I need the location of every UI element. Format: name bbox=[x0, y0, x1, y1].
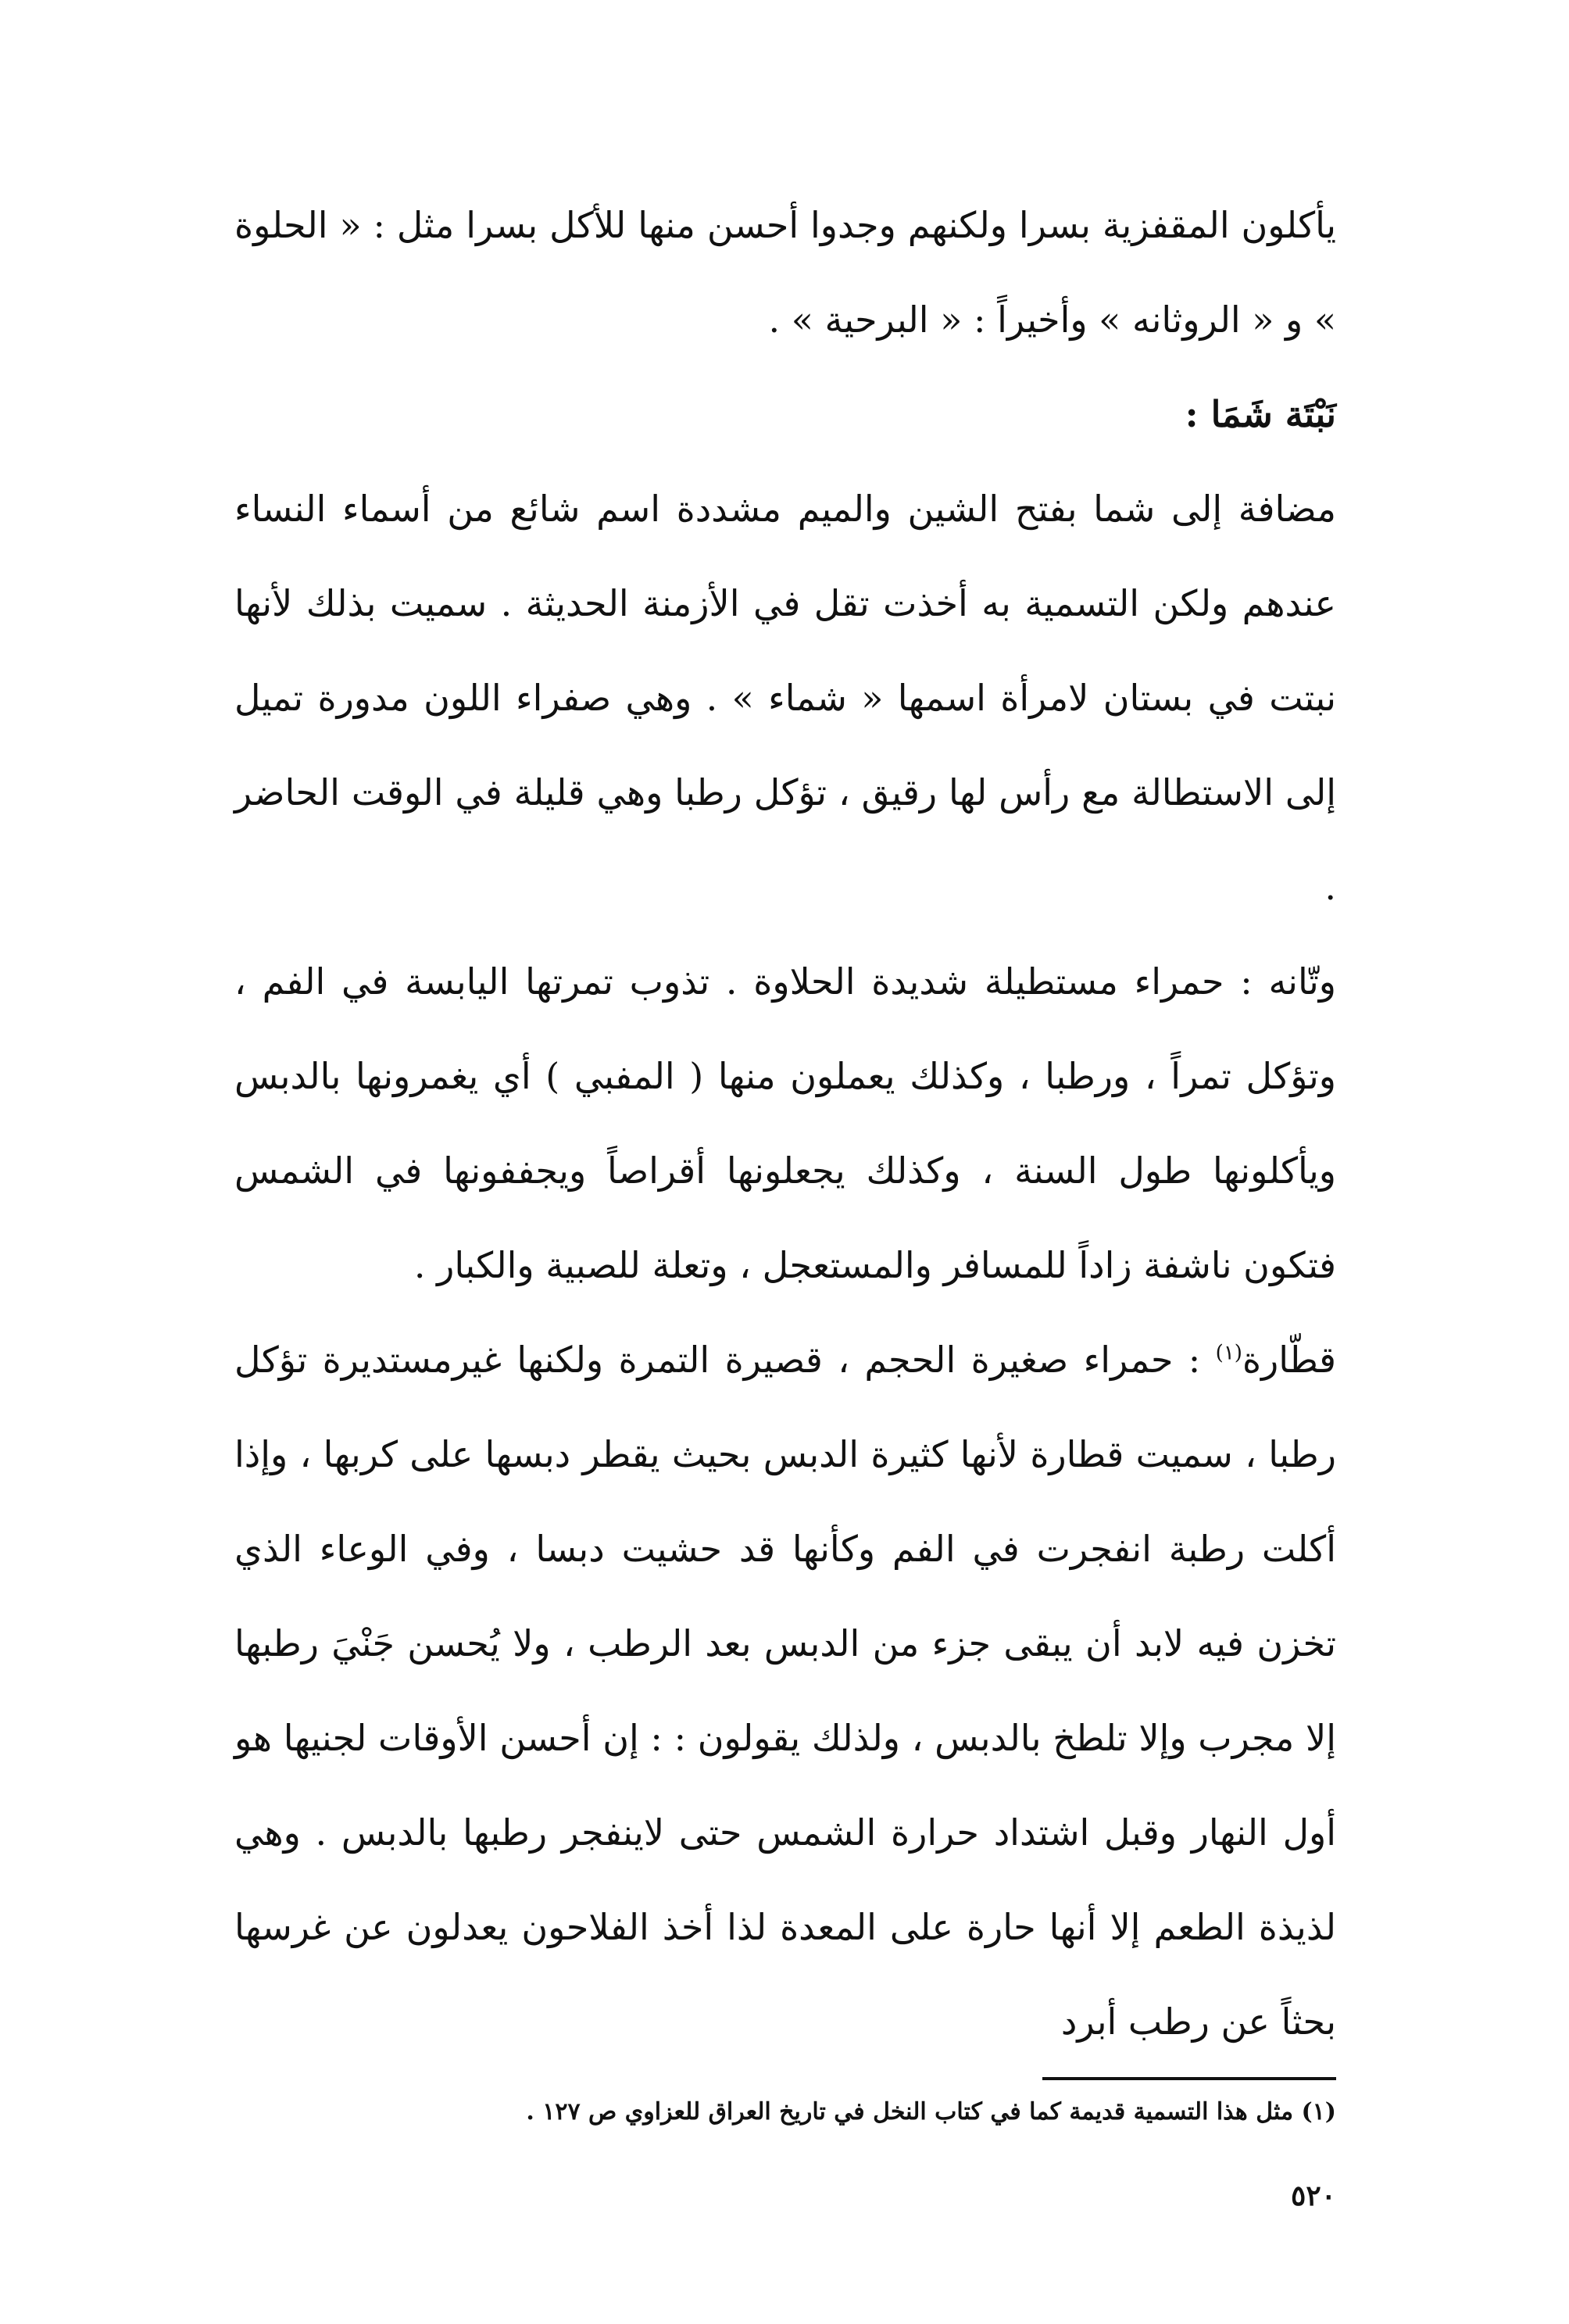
paragraph-wattana: وتّانه : حمراء مستطيلة شديدة الحلاوة . تذوب تمرتها اليابسة في الفم ، وتؤكل تمراً ، ورطبا ، وكذلك يعملون منها ( المفبي ) أي يغمرونها بالدبس ويأكلونها طول السنة ، وكذلك يجعلونها أقراصاً ويجففونها في الشمس فتكون ناشفة زاداً للمسافر والمستعجل ، وتعلة للصبية والكبار . bbox=[234, 960, 1336, 1286]
entry-term-qattara: قطّارة bbox=[1242, 1339, 1336, 1381]
footnote-divider bbox=[1042, 2077, 1336, 2080]
footnote: (١) مثل هذا التسمية قديمة كما في كتاب النخل في تاريخ العراق للعزاوي ص ١٢٧ . bbox=[526, 2098, 1336, 2126]
footnote-reference[interactable]: (١) bbox=[1215, 1341, 1242, 1365]
paragraph-nabtat-shama: مضافة إلى شما بفتح الشين والميم مشددة اسم شائع من أسماء النساء عندهم ولكن التسمية به أخذت تقل في الأزمنة الحديثة . سميت بذلك لأنها نبتت في بستان لامرأة اسمها « شماء » . وهي صفراء اللون مدورة تميل إلى الاستطالة مع رأس لها رقيق ، تؤكل رطبا وهي قليلة في الوقت الحاضر . bbox=[234, 488, 1336, 908]
paragraph-qattara bbox=[234, 1313, 1336, 2069]
entry-text-qattara: : حمراء صغيرة الحجم ، قصيرة التمرة ولكنها غيرمستديرة تؤكل رطبا ، سميت قطارة لأنها كثيرة الدبس بحيث يقطر دبسها على كربها ، وإذا أكلت رطبة انفجرت في الفم وكأنها قد حشيت دبسا ، وفي الوعاء الذي تخزن فيه لابد أن يبقى جزء من الدبس بعد الرطب ، ولا يُحسن جَنْيَ رطبها إلا مجرب وإلا تلطخ بالدبس ، ولذلك يقولون : : إن أحسن الأوقات لجنيها هو أول النهار وقبل اشتداد حرارة الشمس حتى لاينفجر رطبها بالدبس . وهي لذيذة الطعم إلا أنها حارة على المعدة لذا أخذ الفلاحون يعدلون عن غرسها بحثاً عن رطب أبرد bbox=[234, 1339, 1336, 2043]
section-heading-nabtat-shama: نَبْتَة شَمَا : bbox=[1185, 393, 1336, 435]
page-number: ٥٢٠ bbox=[1290, 2179, 1336, 2212]
paragraph-bisr-varieties: يأكلون المقفزية بسرا ولكنهم وجدوا أحسن منها للأكل بسرا مثل : « الحلوة » و « الروثانه » وأخيراً : « البرحية » . bbox=[234, 204, 1336, 341]
body-text bbox=[234, 178, 1336, 2069]
